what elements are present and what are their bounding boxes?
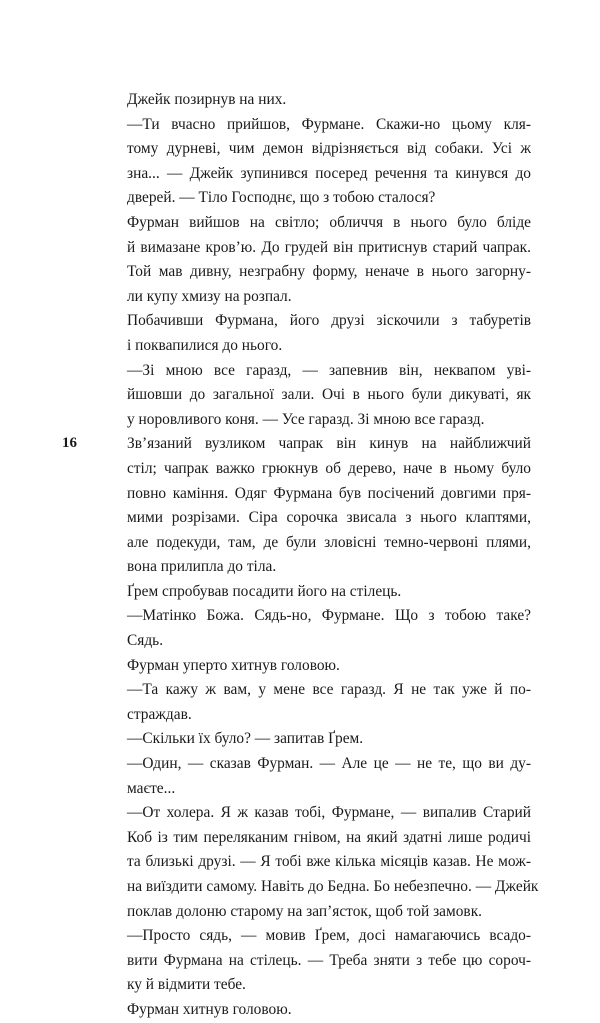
text-line: —Ти вчасно прийшов, Фурмане. Скажи-но цьому кля- bbox=[127, 115, 531, 133]
text-line: тому дурневі, чим демон відрізняється від собаки. Усі ж bbox=[127, 140, 531, 158]
text-line: зна... — Джейк зупинився посеред речення та кинувся до bbox=[127, 164, 531, 182]
body-text bbox=[127, 88, 539, 1023]
text-line: —Скільки їх було? — запитав Ґрем. bbox=[127, 730, 364, 748]
text-line: Зв’язаний вузликом чапрак він кинув на найближчий bbox=[127, 435, 531, 453]
text-line: —Один, — сказав Фурман. — Але це — не те, що ви ду- bbox=[127, 755, 531, 773]
text-line: Ґрем спробував посадити його на стілець. bbox=[127, 582, 402, 600]
text-line: повно каміння. Одяг Фурмана був посічений довгими пря- bbox=[127, 484, 531, 502]
text-line: вона прилипла до тіла. bbox=[127, 558, 277, 576]
text-line: і поквапилися до нього. bbox=[127, 336, 283, 354]
text-line: мими розрізами. Сіра сорочка звисала з нього клаптями, bbox=[127, 509, 531, 527]
text-line: Джейк позирнув на них. bbox=[127, 91, 287, 108]
text-line: —Матінко Божа. Сядь-но, Фурмане. Що з тобою таке? bbox=[127, 607, 531, 625]
text-line: стіл; чапрак важко грюкнув об дерево, наче в ньому було bbox=[127, 459, 531, 477]
text-line: вити Фурмана на стілець. — Треба зняти з тебе цю сороч- bbox=[127, 951, 531, 969]
text-line: на виїздити самому. Навіть до Бедна. Бо небезпечно. — Джейк bbox=[127, 878, 539, 895]
text-line: у норовливого коня. — Усе гаразд. Зі мною все гаразд. bbox=[127, 410, 485, 428]
text-line: —Зі мною все гаразд, — запевнив він, неквапом уві- bbox=[127, 361, 531, 379]
text-line: маєте... bbox=[127, 779, 176, 797]
text-line: Фурман вийшов на світло; обличчя в нього було бліде bbox=[127, 213, 531, 231]
text-line: ли купу хмизу на розпал. bbox=[127, 287, 292, 305]
text-line: й вимазане кров’ю. До грудей він притиснув старий чапрак. bbox=[127, 238, 531, 256]
text-line: —Просто сядь, — мовив Ґрем, досі намагаючись всадо- bbox=[127, 927, 531, 945]
text-line: Коб із тим переляканим гнівом, на який здатні лише родичі bbox=[127, 828, 531, 846]
text-line: Сядь. bbox=[127, 632, 164, 650]
text-line: Фурман хитнув головою. bbox=[127, 1000, 292, 1018]
text-line: Побачивши Фурмана, його друзі зіскочили з табуретів bbox=[127, 312, 531, 330]
text-line: —Та кажу ж вам, у мене все гаразд. Я не так уже й по- bbox=[127, 681, 531, 699]
text-line: ку й відмити тебе. bbox=[127, 976, 246, 994]
page-number: 16 bbox=[62, 435, 77, 451]
text-line: та близькі друзі. — Я тобі вже кілька місяців казав. Не мож- bbox=[127, 853, 531, 871]
text-line: Фурман уперто хитнув головою. bbox=[127, 656, 340, 674]
text-line: йшовши до загальної зали. Очі в нього були дикуваті, як bbox=[127, 386, 531, 404]
text-line: —От холера. Я ж казав тобі, Фурмане, — випалив Старий bbox=[127, 804, 531, 822]
text-line: дверей. — Тіло Господнє, що з тобою сталося? bbox=[127, 189, 436, 207]
text-line: страждав. bbox=[127, 705, 192, 723]
text-line: Той мав дивну, незграбну форму, неначе в нього загорну- bbox=[127, 263, 531, 281]
text-line: поклав долоню старому на зап’ясток, щоб той замовк. bbox=[127, 902, 483, 920]
text-line: але подекуди, там, де були зловісні темно-червоні плями, bbox=[127, 533, 531, 551]
